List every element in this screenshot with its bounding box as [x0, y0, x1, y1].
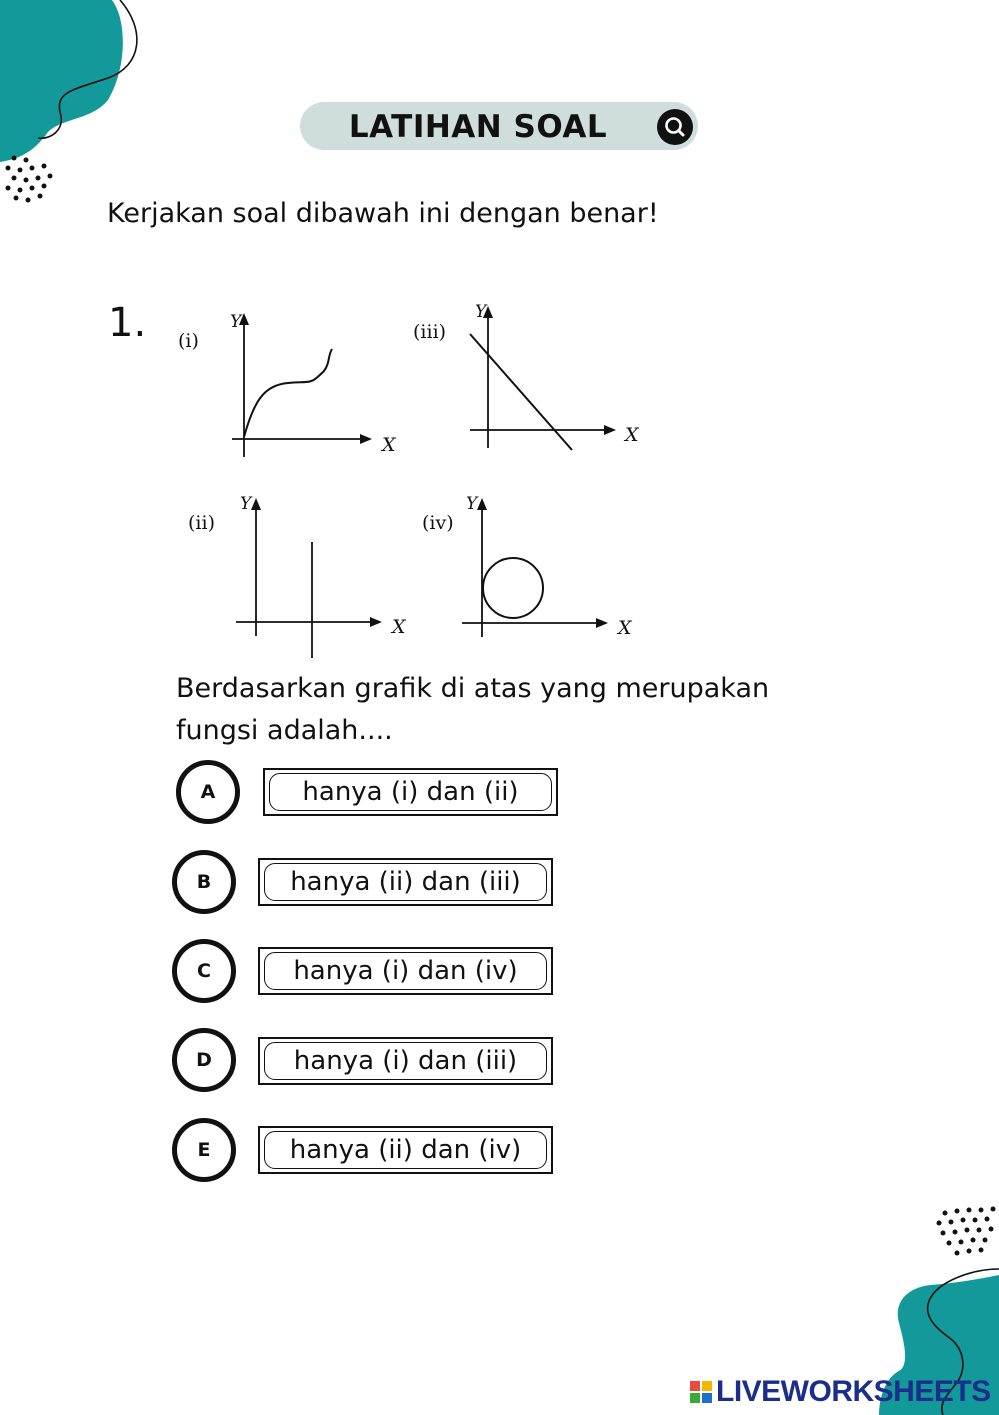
option-e-button[interactable] [172, 1118, 236, 1182]
option-d-letter: D [196, 1049, 212, 1071]
graph-label-iii: (iii) [413, 321, 447, 343]
option-a-letter: A [200, 781, 216, 803]
option-d-text: hanya (i) dan (iii) [293, 1046, 518, 1076]
graph-iv [458, 492, 623, 652]
graph-label-i: (i) [178, 330, 199, 352]
option-c-answer-box[interactable] [258, 947, 553, 995]
graph-iii-y-label: Y [475, 302, 487, 322]
graph-ii [230, 492, 395, 662]
option-e-answer-box[interactable] [258, 1126, 553, 1174]
search-icon [657, 109, 693, 145]
question-number: 1. [108, 300, 147, 346]
option-a-answer-box[interactable] [263, 768, 558, 816]
graph-ii-y-label: Y [240, 494, 252, 514]
graph-iii-x-label: X [625, 424, 639, 446]
option-b-text: hanya (ii) dan (iii) [290, 867, 521, 897]
option-b-button[interactable] [172, 850, 236, 914]
option-a-button[interactable] [176, 760, 240, 824]
instruction-text: Kerjakan soal dibawah ini dengan benar! [107, 198, 659, 229]
decorative-blob-top-left [0, 0, 170, 220]
logo-grid-icon [690, 1381, 712, 1403]
graph-iii [460, 300, 630, 460]
question-prompt [176, 668, 836, 752]
graph-label-iv: (iv) [422, 512, 454, 534]
graph-i-x-label: X [382, 434, 396, 456]
option-d-button[interactable] [172, 1028, 236, 1092]
option-c-letter: C [197, 960, 211, 982]
option-c-text: hanya (i) dan (iv) [293, 956, 518, 986]
option-b-letter: B [196, 871, 212, 893]
option-b-answer-box[interactable] [258, 858, 553, 906]
option-c-button[interactable] [172, 939, 236, 1003]
graph-i-y-label: Y [230, 312, 242, 332]
graph-i [220, 305, 405, 465]
graph-ii-x-label: X [392, 616, 406, 638]
liveworksheets-logo[interactable] [690, 1375, 991, 1409]
question-prompt-line1: Berdasarkan grafik di atas yang merupakan [176, 673, 770, 704]
option-d-answer-box[interactable] [258, 1037, 553, 1085]
question-prompt-line2: fungsi adalah.... [176, 715, 393, 746]
logo-text: LIVEWORKSHEETS [716, 1375, 991, 1408]
page-title: LATIHAN SOAL [348, 109, 608, 145]
option-e-text: hanya (ii) dan (iv) [289, 1135, 522, 1165]
option-e-letter: E [197, 1139, 211, 1161]
graph-iv-y-label: Y [466, 494, 478, 514]
graph-iv-x-label: X [618, 617, 632, 639]
option-a-text: hanya (i) dan (ii) [302, 777, 519, 807]
graph-label-ii: (ii) [188, 512, 215, 534]
